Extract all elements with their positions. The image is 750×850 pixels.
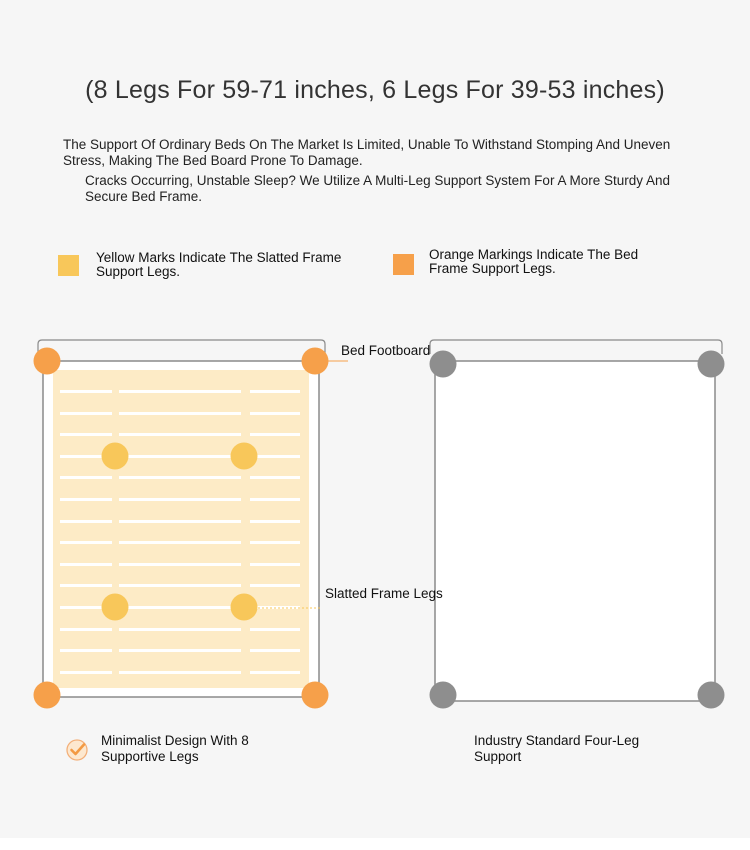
slatted-legs-label: Slatted Frame Legs	[325, 586, 443, 601]
orange-leg-top-right	[302, 348, 329, 375]
slat-9-1	[119, 584, 241, 587]
slat-11-0	[60, 628, 112, 631]
slat-5-2	[250, 498, 300, 501]
bottom-band	[0, 838, 750, 850]
page-title: (8 Legs For 59-71 inches, 6 Legs For 39-53 inches)	[85, 76, 665, 104]
slat-0-1	[119, 390, 241, 393]
gray-leg-top-left	[430, 351, 457, 378]
footboard-label: Bed Footboard	[341, 343, 431, 358]
standard-bed-frame	[430, 340, 725, 709]
slat-5-1	[119, 498, 241, 501]
slat-11-2	[250, 628, 300, 631]
yellow-leg-1	[102, 443, 129, 470]
slat-12-1	[119, 649, 241, 652]
solution-paragraph: Cracks Occurring, Unstable Sleep? We Utilize A Multi-Leg Support System For A More Sturdy And Secure Bed Frame.	[85, 173, 671, 204]
slat-4-1	[119, 476, 241, 479]
yellow-leg-4	[231, 594, 258, 621]
left-caption: Minimalist Design With 8 Supportive Legs	[101, 733, 249, 764]
slat-9-0	[60, 584, 112, 587]
orange-leg-bottom-right	[302, 682, 329, 709]
slat-8-2	[250, 563, 300, 566]
gray-leg-top-right	[698, 351, 725, 378]
slat-4-2	[250, 476, 300, 479]
slat-2-0	[60, 433, 112, 436]
slat-9-2	[250, 584, 300, 587]
yellow-leg-3	[102, 594, 129, 621]
slat-13-1	[119, 671, 241, 674]
slat-4-0	[60, 476, 112, 479]
slat-8-1	[119, 563, 241, 566]
left-footboard	[38, 340, 325, 354]
slat-6-0	[60, 520, 112, 523]
gray-leg-bottom-right	[698, 682, 725, 709]
slatted-frame	[53, 370, 309, 688]
slat-6-1	[119, 520, 241, 523]
slat-2-2	[250, 433, 300, 436]
right-bed-outline	[435, 361, 715, 701]
multi-leg-bed-frame	[38, 340, 325, 697]
slat-1-1	[119, 412, 241, 415]
slat-7-2	[250, 541, 300, 544]
slat-10-1	[119, 606, 241, 609]
yellow-leg-2	[231, 443, 258, 470]
gray-leg-bottom-left	[430, 682, 457, 709]
slat-2-1	[119, 433, 241, 436]
slat-7-1	[119, 541, 241, 544]
intro-paragraph: The Support Of Ordinary Beds On The Market Is Limited, Unable To Withstand Stomping And Uneven Stress, Making The Bed Board Prone To Damage.	[63, 137, 671, 168]
slat-7-0	[60, 541, 112, 544]
right-caption: Industry Standard Four-Leg Support	[474, 733, 640, 764]
slat-6-2	[250, 520, 300, 523]
slat-3-2	[250, 455, 300, 458]
slat-0-0	[60, 390, 112, 393]
slat-5-0	[60, 498, 112, 501]
yellow-legend-text: Yellow Marks Indicate The Slatted Frame Support Legs.	[96, 250, 342, 279]
slat-12-0	[60, 649, 112, 652]
right-footboard	[430, 340, 722, 354]
orange-leg-bottom-left	[34, 682, 61, 709]
orange-leg-top-left	[34, 348, 61, 375]
orange-legend-text: Orange Markings Indicate The Bed Frame Support Legs.	[429, 247, 639, 276]
slat-13-2	[250, 671, 300, 674]
slat-0-2	[250, 390, 300, 393]
slat-1-2	[250, 412, 300, 415]
slat-3-1	[119, 455, 241, 458]
slat-13-0	[60, 671, 112, 674]
slat-8-0	[60, 563, 112, 566]
slat-1-0	[60, 412, 112, 415]
check-badge-icon	[64, 737, 90, 763]
slat-11-1	[119, 628, 241, 631]
slat-12-2	[250, 649, 300, 652]
